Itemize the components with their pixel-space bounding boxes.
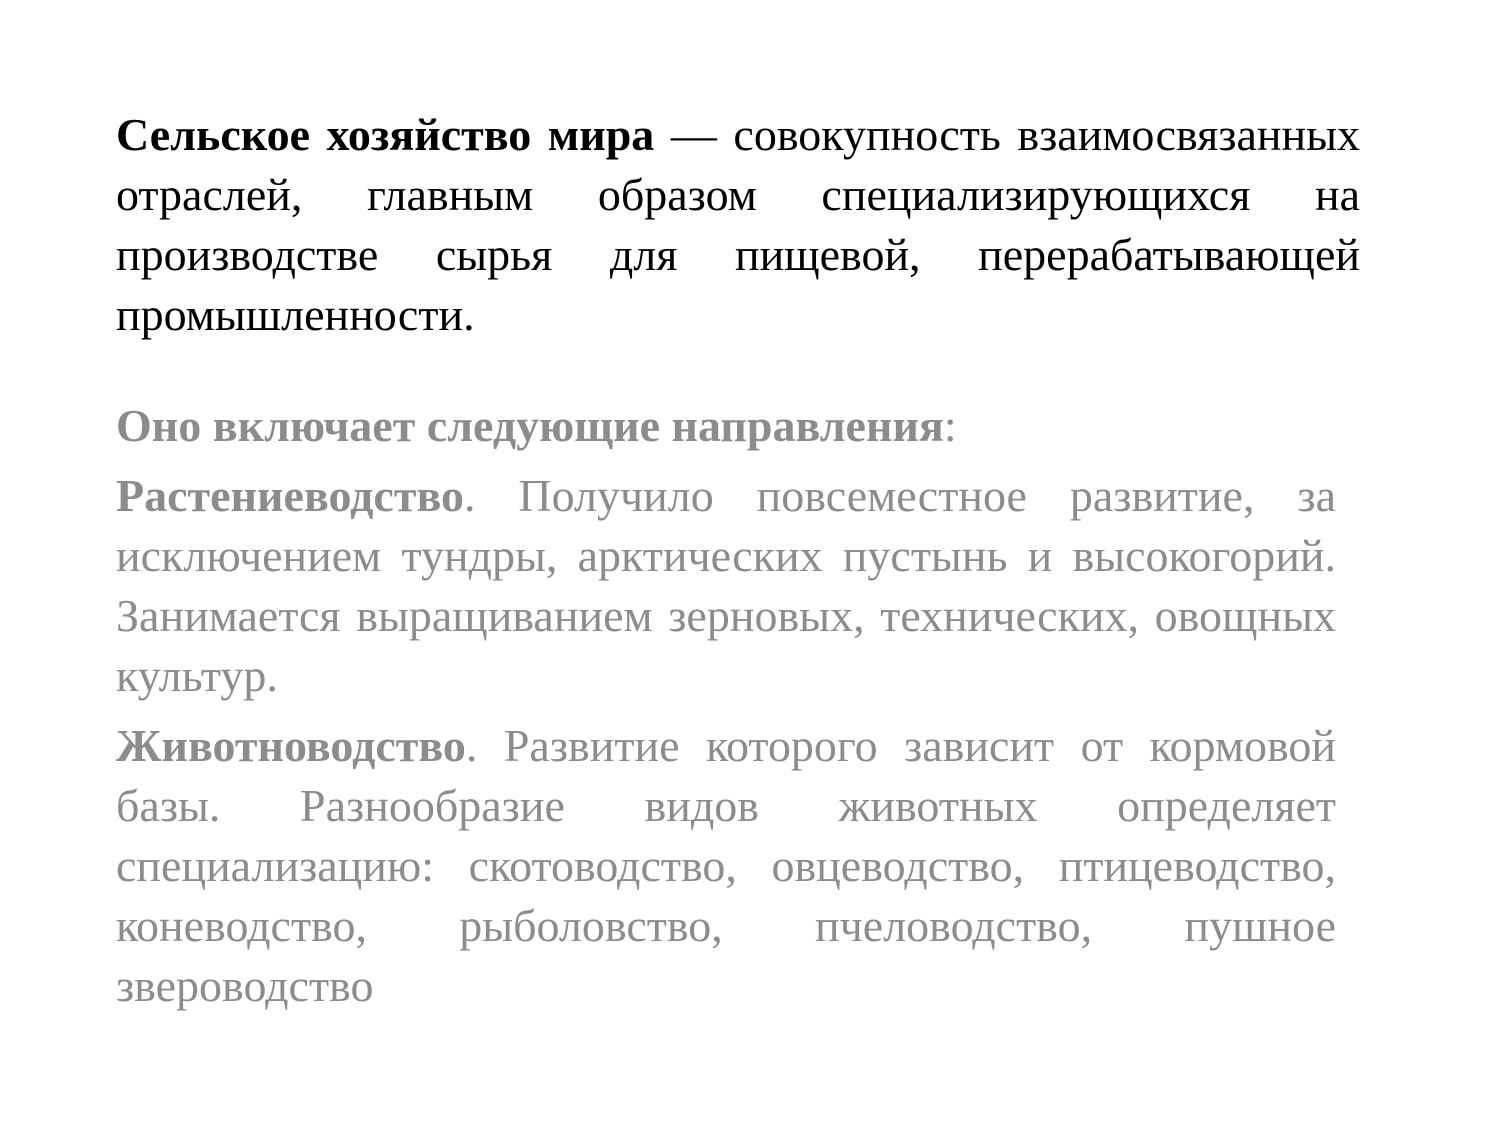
definition-text: — совокупность взаимосвязанных отраслей, главным образом специализирующихся на производстве сырья для пищевой, перерабатывающей промышленности. — [116, 109, 1360, 340]
direction-text: . Получило повсеместное развитие, за исключением тундры, арктических пустынь и высокогорий. Занимается выращиванием зерновых, технических, овощных культур. — [116, 470, 1336, 701]
direction-name: Животноводство — [116, 720, 466, 771]
direction-crop-farming — [116, 466, 1336, 706]
directions-block — [116, 396, 1336, 1026]
definition-paragraph — [116, 105, 1360, 345]
directions-intro-heading: Оно включает следующие направления — [116, 400, 944, 451]
directions-intro — [116, 396, 1336, 456]
direction-livestock — [116, 716, 1336, 1016]
direction-name: Растениеводство — [116, 470, 464, 521]
directions-intro-colon: : — [943, 400, 957, 451]
direction-text: . Развитие которого зависит от кормовой базы. Разнообразие видов животных определяет специализацию: скотоводство, овцеводство, птицеводство, коневодство, рыболовство, пчеловодство, пушное звероводство — [116, 720, 1336, 1011]
definition-term: Сельское хозяйство мира — [116, 109, 655, 160]
